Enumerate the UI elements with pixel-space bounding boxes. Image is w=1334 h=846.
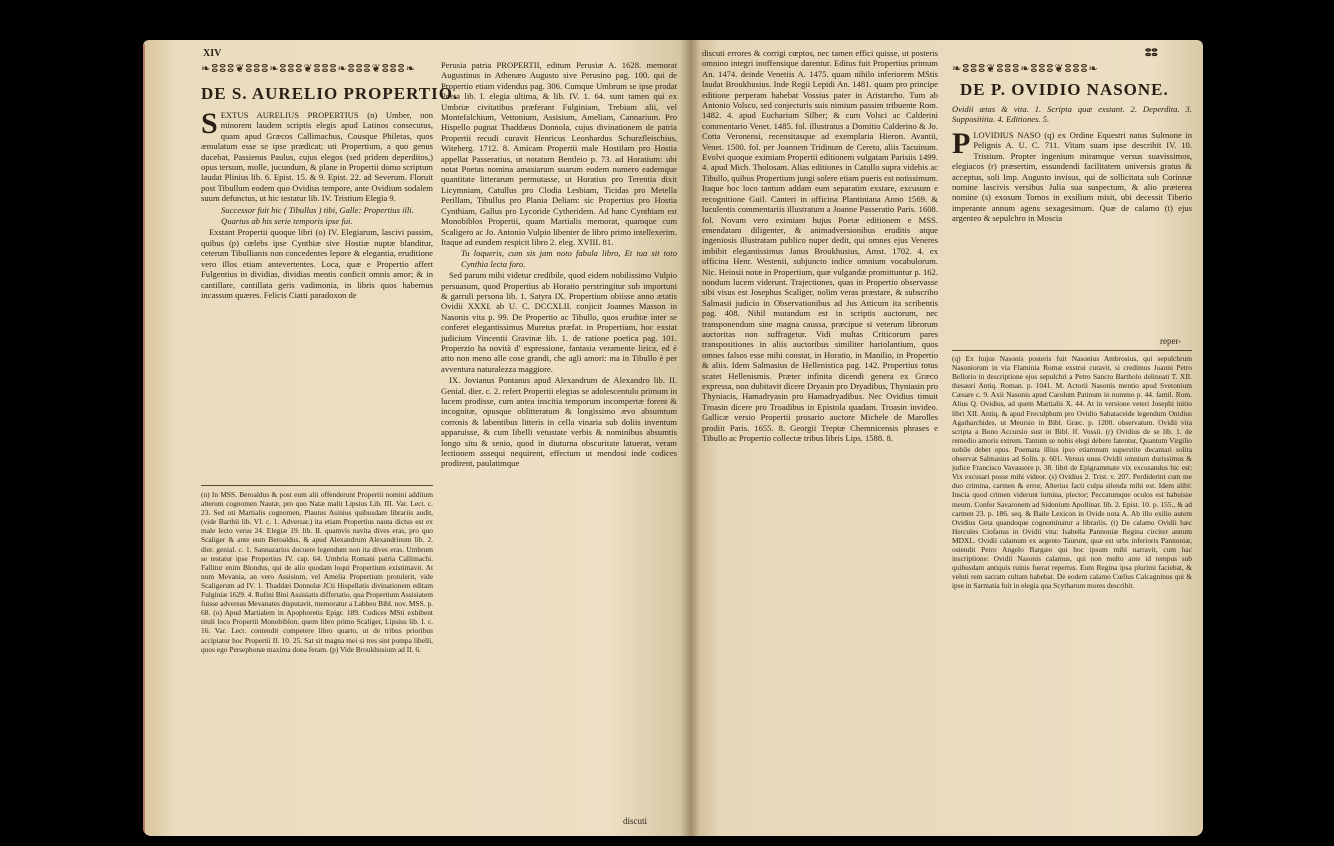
section-number: I. — [973, 130, 979, 140]
left-page — [143, 40, 690, 836]
page-mark: ⵓⵓ — [1145, 48, 1158, 59]
catchword: discuti — [623, 816, 647, 826]
verse-quote: Quartus ab his serie temporis ipse fui. — [221, 216, 353, 227]
paragraph-text: OVIDIUS NASO (q) ex Ordine Equestri natus Sulmone in Pelignis A. U. C. 711. Vitam suam ipse describit IV. 10. Tristium. Propter ingenium miramque versus suavissimos, elegiacos (r) præsertim, essundendi facilitatem universis gratus & acceptus, soli Imp. Augusto invisus, qui de sollicitata sub Corinnæ nomine lascivis versibus Julia sua suspectum, & alio præterea nomine (s) exosum Tomos in exsilium misit, ubi decessit Tiberio imperante annum agens sexagesimum. Quæ de calamo (t) ejus argenteo & sepulchro in Moscia — [952, 130, 1192, 224]
paragraph-text: IX. Jovianus Pontanus apud Alexandrum de Alexandro lib. II. Genial. dier. c. 2. refert Propertii elegias se adolescentulo primum in lucem prodisse, cum antea inscitia temporum incompertæ forent & incognitæ, opusque oblitteratum & longissimo ævo absumtum corrosis & labentibus litteris in cella vinaria sub doliis inventum apparuisse, & cum libelli vetustate verbis & nominibus absumtis longo situ & senio, quod in diuturna obscuritate latuerat, veram lectionem assequi nequirent, effectum ut mendosi inde codices prodirent, paulatimque — [441, 375, 677, 469]
open-book — [143, 40, 1203, 836]
footnotes: (q) Ex hujus Nasonis posteris fuit Nasonius Ambrosius, qui sepulchrum Nasoniorum in via Flaminia Romæ exstrui curavit, si credimus Joanni Petro Bellorio in descriptione ejus sepulchri a Petro Sancto Bartholo delineati T. XII. thesauri Antiq. Roman. p. 1041. M. Actorii Nasonis mentio apud Svetonium Cæsare c. 9. Axii Nasonis apud Carolum Patinum in nummo p. 44. famil. Rom. Alius Q. Ovidius, ad quem Martialis X. 44. At in versione veteri Josephi initio libri XII. Antiq. & apud Freculphum pro Ovidio Sabataceide legendum Onidius Agatharchides, ut Meursio in Bibl. Græc. p. 1200. observatum. Ovidii vita scripta a Bono Accursio sust in Bibl. lf. Vossii. (r) Ovidius de se lib. 1. de remedio amoris extrem. Tantum se nobis elegi debere fatentur, Quantum Virgilio nobile debet opus. Poemata illius ipso etiamnum superstite decantari solita observat Salmasius ad Solin. p. 601. Versus unus Ovidii omnium durissimus & judice Francisco Vavassore p. 38. libri de Epigrammate vix excusandus hic est: Vix excusari posse mihi videor. (s) Ovidius 2. Trist. v. 207. Perdiderint cum me duo crimina, carmen & error, Alterius facti culpa silenda mihi est. Idem alibi: Inscia quod crimen viderunt lumina, plector; Peccatumque oculos est habuisse meum. Confer Savaronem ad Sidonium Apollinar. lib. 2. Epist. 10. p. 155., & ad carmen 23. p. 186. seq. & Baile Lexicon in Ovide nota A. Ab illo exilio autem Ovidius Geta quandoque cognominatur a librariis. (t) De calamo Ovidii hæc Hercules Ciofanus in Ovidii vita: Isabella Pannoniæ Regina circiter annum MDXL. Ovidii calamum ex argento Taurunt, quæ est urbs inferioris Pannoniæ, ostendit Petro Angelo Bargæo qui hoc ipsum mihi narravit, cum hac inscriptione: Ovidii Nasonis calamus, qui non multo ante id tempus sub quibusdam antiquis ruinis fuerat repertus. Eum Regina ipsa plurimi faciebat, & veluti rem sacram cultam habebat. De eodem calamo Cœlius Calcagninus qui & ipse in Sarmatia fuit in elegia qua Scytharum mores describit. — [952, 354, 1192, 591]
book-edge — [143, 44, 145, 834]
verse-quote: Successor fuit hic ( Tibullus ) tibi, Galle: Propertius illi. — [221, 204, 414, 215]
right-column-main — [952, 130, 1192, 335]
paragraph-text: Perusia patria PROPERTII, editum Perusiæ A. 1628. memorat Augustinus in Athenæo Augusto sive Perusino pag. 100. qui de Propertio etiam videndus pag. 306. Cumque Umbrum se ipse prodat Poeta lib. I. elegia ultima, & lib. IV. 1. 64. sunt tamen qui ex Umbriæ civitatibus præferant Fulginiam, Trebiam alii, vel Montefalchium, Vettonium, Assisium, Ameliam, Cannarium. Pro Hispello pugnat Thaddæus Donnola, cujus divinationem de patria Propertii recudi curavit Henricus Leonhardus Schurzfleischius, Witeberg. 1712. 8. Amicam Propertii male Hostilam pro Hostia appellat Passeratius, ut notatum Bentleio p. 73. ad Horatium: ubi notat Poetas nomina amasiarum suarum eodem numero eademque quantitate litterarum permutasse, ut Horatius pro Terentia dixit Licymniam, Catullus pro Clodia Lesbiam, Ticidas pro Metella Perillam, Tibullus pro Plania Deliam: sic Propertius pro Hostia Cynthiam, Gallus pro Lycoride Cytheridem. Ad hanc Cynthiam est Monobiblos Propertii, quam Martialis memorat, quamque cum Scaligero ac Jo. Antonio Vulpio libenter de libro primo intellexerim. Itaque ad eundem respicit libro 2. eleg. XVIII. 81. — [441, 60, 677, 247]
left-column-main: discuti errores & corrigi cœptos, nec tamen effici quisse, ut posteris omnino integri inoffensique darentur. Editus fuit Propertius primum An. 1474. deinde Venetiis A. 1475. quam nihilo inferiorem MStis laudat Broukhusius. Inde Regii Lepidi An. 1481. quam pro principe editione perperam habebat Vossius pater in Aristarcho. Tum ab Antonio Volsco, sed conjecturis suis nimium passim tribuente Rom. 1482. 4. apud Eucharium Silber; & cum Volsci ac Calderini commentario Venet. 1485. fol. illustratus a Domitio Calderino & Jo. Cotta Veronensi, recensitasque ad exemplaria Hieron. Avantii, Venet. 1500. fol. per Joannem Tridinum de Cereto, aliis Tacuinum. Evolvi quoque eximiam Propertii editionem vulgatam Parisiis 1499. 4. apud Mich. Tholosam. Alias editiones in Catullo supra videbis ac Tibullo, quibus Propertium jungi solere etiam pueris est notissimum. Itaque hoc loco tantum addam eum separatim exstare, excusum e recognitione Guil. Canteri in officina Plantiniana Anno 1569. & luculentis commentariis illustratum a Joanne Passeratio Paris. 1608. fol. Novam vero eximiam hujus Poetæ editionem e MSS. emendatam diligenter, & animadversionibus eruditis atque ingeniosis illustratam publico nuper dedit, qui omnes ejus Veneres imbibit elegantissimus Janus Broukhusius, Amst. 1702. 4. ex officina Henr. Westenii, subjuncto indice omnium vocabulorum. Nic. Heinsii notæ in Propertium, quæ vulgandæ promittuntur p. 162. nondum lucem viderunt. Trajectiones, quas in Propertio observasse sibi visus est Josephus Scaliger, nolim veras præstare, & subscribo Salmasii judicio in Observationibus ad Jus Atticum ita scribentis pag. 408. Nihil mutandum est in scriptis auctorum, nec transponendum sine magna caussa, præcipue si veterum librorum auctoritas non suffragetur. Vidi multas Criticorum pares transpositiones in aliis auctoribus similiter hariolantium, quos omnes falsos esse mihi constat, in Horatio, in Manilio, in Propertio & aliis. Idem Salmasius de Hellenistica pag. 142. Propertius totus scatet Hellenismis. Præter infinita dicendi genera ex Græco expressa, non dubitavit dicere Dryasin pro Dryadibus, Thyniasin pro Thyniacis, Hamadryasin pro Hamadryadibus. Nec Ovidius timuit Troasin dicere pro Troadibus in Epistola quadam. Troasin invideo. Gallicæ versio Propertii prosario auctore Michele de Marolles prodiit Paris. 1655. 8. Georgii Treptæ Chemnicensis phrases e Tibullo ac Propertio collectæ tribus libris Lips. 1588. 8. — [702, 48, 938, 444]
header-ornament: ❧ⵓⵓⵓ❦ⵓⵓⵓ❧ⵓⵓⵓ❦ⵓⵓⵓ❧ — [952, 63, 1099, 75]
footnotes: (n) In MSS. Beroaldus & post eum alii offenderunt Propertii nomini additum alterum cognomen Nautæ, pro quo Natæ malit Lipsius Lib. III. Var. Lect. c. 23. Sed uti Martialis cognomen, Plautus Asinius quibusdam librariis audit, (vide Barthii lib. VI. c. 1. Adversar.) ita etiam Propertius nauta dictus est ex male lecto versu 24. Elegiæ 19. lib. II. quamvis navita dives eras, pro quo Scaliger & ante eum Beroaldus, & apud Alexandrum Alexandrinum lib. 2. dier. genial. c. 1. Sannazarius docuere legendum non ita dives eras. Umbrum se testatur ipse Propertius IV. cap. 64. Umbria Romani patria Callimachi. Fallitur enim Blondus, qui de alio quodam loqui Propertium existimavit. At num Mevania, an vero Assisium, vel Amelia Propertium protulerit, vide Scaligerum ad IV. 1. Thaddæi Donnolæ JCti Hispellatis divinationem editam Fulginiæ 1629. 4. Rufini Bini Assisiatis differtatio, qua Propertium Assisiatem fuisse adversus Mevanates disputavit, memoratur a Labbeo Bibl. nov. MSS. p. 68. (o) Apud Martialem in Apophoretis Epigr. 189. Codices MSti exhibent tituli loco Propertii Monobiblon, quem libro primo Scaliger, Lipsius lib. I. c. 16. Var. Lect. contendit competere libro quarto, ut de tribus prioribus accipiatur hoc Propertii II. 10. 25. Sat sit magna mei si tres sint pompa libelli, quos ego Persephonæ maxima dona feram. (p) Vide Broukhusium ad II. 6. — [201, 490, 433, 654]
chapter-title: DE P. OVIDIO NASONE. — [960, 80, 1169, 99]
paragraph-text: Sed parum mihi videtur credibile, quod eidem nobilissimo Vulpio persuasum, quod Propertius ab Horatio perstringitur sub importuni & garruli persona lib. 1. Satyra IX. Propertium obiisse anno ætatis Ovidii XXXI. ab U. C. DCCXLII. conjicit Joannes Masson in Nasonis vita p. 99. De Propertio ac Tibullo, quos eruditæ inter se conferet elegantissimus Muretus præfat. in Propertium, hoc exstat judicium Vincentii Gravinæ lib. 1. de ratione poetica pag. 101. Properzio ha novità d' espressione, fantasia veramente lirica, ed è atto non meno alle cose grandi, che agli amori: ma in Tibullo è per avventura naturalezza maggiore. — [441, 270, 677, 374]
page-number: XIV — [203, 48, 222, 59]
right-page — [690, 40, 1203, 836]
book-gutter — [680, 40, 700, 836]
left-column-main — [201, 110, 433, 480]
paragraph-text: EXTUS AURELIUS PROPERTIUS (n) Umber, non minorem laudem scriptis elegis apud Latinos consecutus, quam apud Græcos Callimachus, Cousque Philetas, quos æmulatum esse se ipse prædicat; uti Propertium, a quo genus ducebat, Passienus Paulus, cujus elegos (sed pridem deperditos,) opus tersum, molle, jucundum, & plane in Propertii domo scriptum laudat Plinius lib. 6. Epist. 15. & 9. Epist. 22. ad Severum. Floruit post Tibullum eodem quo Ovidius tempore, ante Ovidium sodalem suum defunctus, ut hic testatur lib. IV. Tristium Elegia 9. — [201, 110, 433, 204]
paragraph-text: Exstant Propertii quoque libri (o) IV. Elegiarum, lascivi passim, quibus (p) cœlebs ipse Cynthiæ sive Hostiæ nuptæ blanditur, ceterum Tibullianis non concedentes lepore & elegantia, eruditione vero illos etiam antevertentes. Loca, quæ e Propertio affert Fulgentius in dividias, dividias mentis conficit omnis amor; & in cantillare, cantillata geris vadimonia, in libris quos habemus incassum quæres. Felicis Ciatti paradoxon de — [201, 227, 433, 300]
verse-quote: Tu loqueris, cum sis jam noto fabula libro, Et tua sit toto Cynthia lecta foro. — [461, 248, 677, 269]
catchword: reper- — [1160, 336, 1182, 346]
chapter-title: DE S. AURELIO PROPERTIO. — [201, 84, 459, 103]
drop-cap: P — [952, 130, 971, 160]
footnote-rule — [201, 485, 433, 486]
drop-cap: S — [201, 110, 218, 140]
right-column-main — [441, 60, 677, 812]
footnote-rule — [952, 350, 1192, 351]
header-ornament: ❧ⵓⵓⵓ❦ⵓⵓⵓ❧ⵓⵓⵓ❦ⵓⵓⵓ❧ⵓⵓⵓ❦ⵓⵓⵓ❧ — [201, 63, 416, 75]
section-summary: Ovidii ætas & vita. 1. Scripta quæ exstant. 2. Deperdita. 3. Supposititia. 4. Editiones. 5. — [952, 104, 1192, 125]
